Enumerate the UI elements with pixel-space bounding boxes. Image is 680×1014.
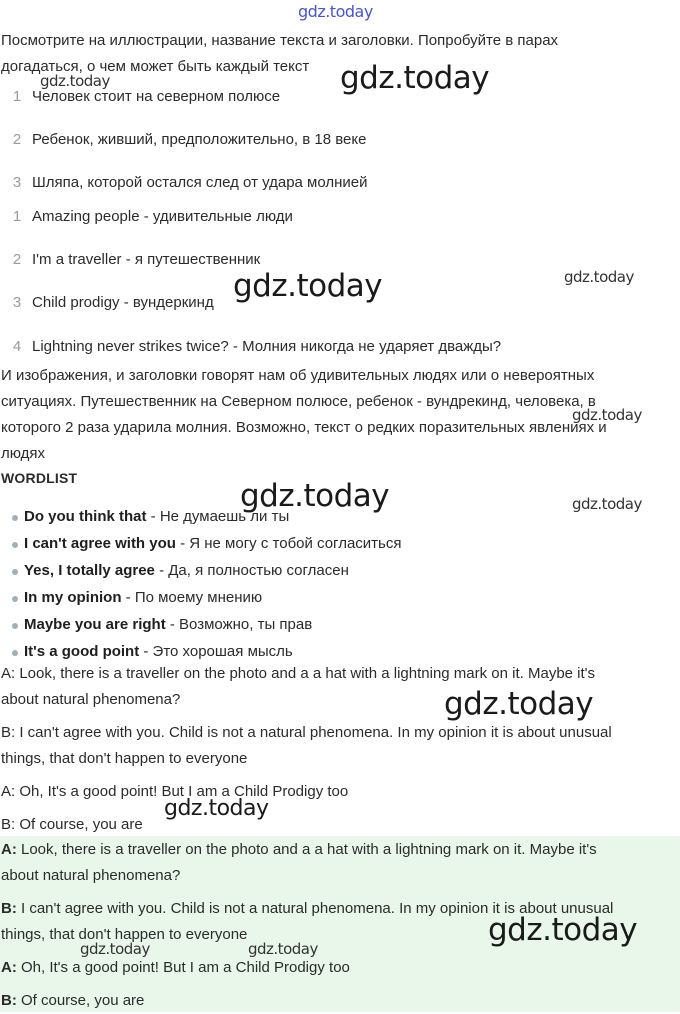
phrase-ru: - Я не могу с тобой согласиться — [175, 535, 402, 552]
wordlist-heading: WORDLIST — [1, 470, 78, 486]
headline-number: 1 — [12, 208, 22, 225]
wordlist-item — [24, 587, 262, 609]
phrase-ru: - Не думаешь ли ты — [146, 508, 290, 525]
watermark: gdz.today — [572, 406, 642, 424]
phrase-ru: - Это хорошая мысль — [139, 643, 293, 660]
summary-line-2: ситуациях. Путешественник на Северном полюсе, ребенок - вундрекинд, человека, в — [1, 393, 596, 410]
bullet-icon — [12, 623, 18, 629]
watermark: gdz.today — [444, 686, 594, 722]
phrase-en: In my opinion — [24, 589, 122, 606]
watermark: gdz.today — [248, 940, 318, 958]
headline-number: 4 — [12, 338, 22, 355]
picture-description: Человек стоит на северном полюсе — [32, 88, 281, 105]
watermark: gdz.today — [488, 912, 638, 948]
summary-line-3: которого 2 раза ударила молния. Возможно, текст о редких поразительных явлениях и — [1, 419, 607, 436]
speaker-label: B: — [1, 992, 17, 1009]
highlight-a1-line-2: about natural phenomena? — [1, 867, 181, 884]
headline-number: 3 — [12, 294, 22, 311]
watermark: gdz.today — [240, 478, 390, 514]
phrase-en: Do you think that — [24, 508, 147, 525]
phrase-en: I can't agree with you — [24, 535, 176, 552]
dialogue-b1-line-1: B: I can't agree with you. Child is not a natural phenomena. In my opinion it is about unusual — [1, 724, 612, 741]
wordlist-item — [24, 533, 401, 555]
headline-number: 2 — [12, 251, 22, 268]
picture-number: 1 — [12, 88, 22, 105]
bullet-icon — [12, 569, 18, 575]
intro-line-2: догадаться, о чем может быть каждый текст — [1, 58, 310, 75]
summary-line-4: людях — [1, 445, 46, 462]
phrase-en: Yes, I totally agree — [24, 562, 155, 579]
highlight-b2 — [1, 988, 144, 1014]
speaker-label: A: — [1, 841, 17, 858]
watermark: gdz.today — [80, 940, 150, 958]
headline-text: Child prodigy - вундеркинд — [32, 294, 214, 311]
phrase-ru: - Да, я полностью согласен — [154, 562, 349, 579]
phrase-en: It's a good point — [24, 643, 140, 660]
watermark: gdz.today — [233, 268, 383, 304]
highlight-b1-line-2: things, that don't happen to everyone — [1, 926, 248, 943]
dialogue-a1-line-2: about natural phenomena? — [1, 691, 181, 708]
phrase-ru: - По моему мнению — [121, 589, 263, 606]
wordlist-item — [24, 614, 312, 636]
bullet-icon — [12, 542, 18, 548]
dialogue-a1-line-1: A: Look, there is a traveller on the photo and a a hat with a lightning mark on it. Maybe it's — [1, 665, 596, 682]
bullet-icon — [12, 596, 18, 602]
line-text: Oh, It's a good point! But I am a Child Prodigy too — [16, 959, 350, 976]
bullet-icon — [12, 515, 18, 521]
picture-number: 2 — [12, 131, 22, 148]
line-text: I can't agree with you. Child is not a natural phenomena. In my opinion it is about unusual — [16, 900, 614, 917]
phrase-en: Maybe you are right — [24, 616, 166, 633]
headline-text: Lightning never strikes twice? - Молния никогда не ударяет дважды? — [32, 338, 502, 355]
dialogue-b2: B: Of course, you are — [1, 816, 143, 833]
intro-line-1: Посмотрите на иллюстрации, название текста и заголовки. Попробуйте в парах — [1, 32, 559, 49]
watermark: gdz.today — [340, 60, 490, 96]
highlight-a2 — [1, 955, 350, 981]
line-text: Of course, you are — [16, 992, 145, 1009]
speaker-label: A: — [1, 959, 17, 976]
wordlist-item — [24, 560, 349, 582]
dialogue-b1-line-2: things, that don't happen to everyone — [1, 750, 248, 767]
watermark: gdz.today — [164, 796, 269, 821]
speaker-label: B: — [1, 900, 17, 917]
bullet-icon — [12, 650, 18, 656]
watermark: gdz.today — [572, 495, 642, 513]
summary-line-1: И изображения, и заголовки говорят нам об удивительных людях или о невероятных — [1, 367, 595, 384]
line-text: Look, there is a traveller on the photo and a a hat with a lightning mark on it. Maybe it's — [16, 841, 597, 858]
wordlist-item — [24, 641, 293, 663]
dialogue-a2: A: Oh, It's a good point! But I am a Child Prodigy too — [1, 783, 349, 800]
picture-number: 3 — [12, 174, 22, 191]
watermark: gdz.today — [564, 268, 634, 286]
watermark: gdz.today — [40, 72, 110, 90]
highlight-a1-line-1 — [1, 837, 597, 863]
phrase-ru: - Возможно, ты прав — [165, 616, 313, 633]
headline-text: I'm a traveller - я путешественник — [32, 251, 261, 268]
picture-description: Ребенок, живший, предположительно, в 18 веке — [32, 131, 367, 148]
headline-text: Amazing people - удивительные люди — [32, 208, 293, 225]
watermark-top: gdz.today — [298, 2, 373, 21]
picture-description: Шляпа, которой остался след от удара молнией — [32, 174, 368, 191]
